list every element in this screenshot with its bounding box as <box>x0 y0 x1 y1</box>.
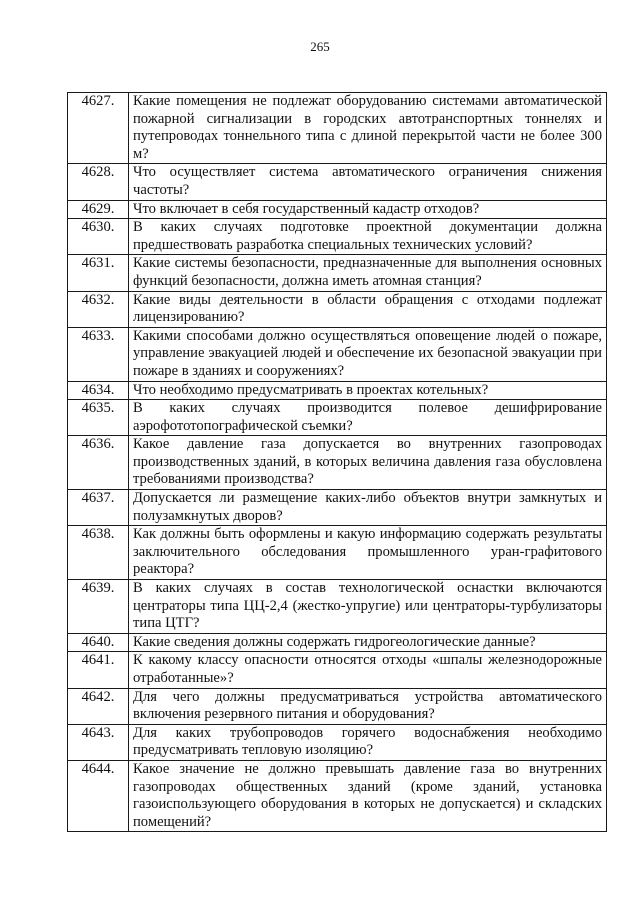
question-text: Какими способами должно осуществляться оповещение людей о пожаре, управление эвакуацией людей и обеспечение их безопасной эвакуации при пожаре в зданиях и сооружениях? <box>129 327 607 381</box>
question-text: В каких случаях производится полевое дешифрирование аэрофототопографической съемки? <box>129 400 607 436</box>
question-text: Какое значение не должно превышать давление газа во внутренних газопроводах общественных зданий (кроме зданий, установка газоиспользующего оборудования в которых не допускается) и складских помещений? <box>129 760 607 831</box>
table-row <box>68 633 607 652</box>
question-number: 4635. <box>68 400 129 436</box>
question-number: 4630. <box>68 219 129 255</box>
question-number: 4640. <box>68 633 129 652</box>
question-number: 4633. <box>68 327 129 381</box>
question-text: Допускается ли размещение каких-либо объектов внутри замкнутых и полузамкнутых дворов? <box>129 490 607 526</box>
table-row <box>68 436 607 490</box>
question-text: В каких случаях в состав технологической оснастки включаются центраторы типа ЦЦ-2,4 (жестко-упругие) или центраторы-турбулизаторы типа ЦТГ? <box>129 580 607 634</box>
table-row <box>68 526 607 580</box>
question-text: Что осуществляет система автоматического ограничения снижения частоты? <box>129 164 607 200</box>
question-text: Какие виды деятельности в области обращения с отходами подлежат лицензированию? <box>129 291 607 327</box>
table-row <box>68 219 607 255</box>
question-text: Что необходимо предусматривать в проектах котельных? <box>129 381 607 400</box>
table-row <box>68 580 607 634</box>
question-text: Какие помещения не подлежат оборудованию системами автоматической пожарной сигнализации в городских автотранспортных тоннелях и путепроводах тоннельного типа с длиной перекрытой части не более 300 м? <box>129 93 607 164</box>
table-row <box>68 724 607 760</box>
question-number: 4639. <box>68 580 129 634</box>
table-row <box>68 327 607 381</box>
question-number: 4632. <box>68 291 129 327</box>
question-text: Что включает в себя государственный кадастр отходов? <box>129 200 607 219</box>
page-number: 265 <box>310 39 330 54</box>
questions-table-body <box>68 93 607 832</box>
question-number: 4629. <box>68 200 129 219</box>
table-row <box>68 688 607 724</box>
question-number: 4628. <box>68 164 129 200</box>
table-row <box>68 381 607 400</box>
question-text: Какое давление газа допускается во внутренних газопроводах производственных зданий, в которых величина давления газа обусловлена требованиями производства? <box>129 436 607 490</box>
question-number: 4637. <box>68 490 129 526</box>
question-number: 4634. <box>68 381 129 400</box>
question-number: 4642. <box>68 688 129 724</box>
question-text: К какому классу опасности относятся отходы «шпалы железнодорожные отработанные»? <box>129 652 607 688</box>
question-number: 4638. <box>68 526 129 580</box>
question-text: Для каких трубопроводов горячего водоснабжения необходимо предусматривать тепловую изоляцию? <box>129 724 607 760</box>
table-row <box>68 400 607 436</box>
question-text: Какие системы безопасности, предназначенные для выполнения основных функций безопасности, должна иметь атомная станция? <box>129 255 607 291</box>
table-row <box>68 164 607 200</box>
question-text: В каких случаях подготовке проектной документации должна предшествовать разработка специальных технических условий? <box>129 219 607 255</box>
table-row <box>68 490 607 526</box>
table-row <box>68 291 607 327</box>
question-number: 4636. <box>68 436 129 490</box>
question-text: Какие сведения должны содержать гидрогеологические данные? <box>129 633 607 652</box>
table-row <box>68 652 607 688</box>
table-row <box>68 200 607 219</box>
questions-table <box>67 92 607 832</box>
question-number: 4631. <box>68 255 129 291</box>
table-row <box>68 760 607 831</box>
question-text: Как должны быть оформлены и какую информацию содержать результаты заключительного обследования промышленного уран-графитового реактора? <box>129 526 607 580</box>
question-number: 4643. <box>68 724 129 760</box>
question-number: 4644. <box>68 760 129 831</box>
question-number: 4641. <box>68 652 129 688</box>
question-text: Для чего должны предусматриваться устройства автоматического включения резервного питания и оборудования? <box>129 688 607 724</box>
question-number: 4627. <box>68 93 129 164</box>
table-row <box>68 255 607 291</box>
table-row <box>68 93 607 164</box>
